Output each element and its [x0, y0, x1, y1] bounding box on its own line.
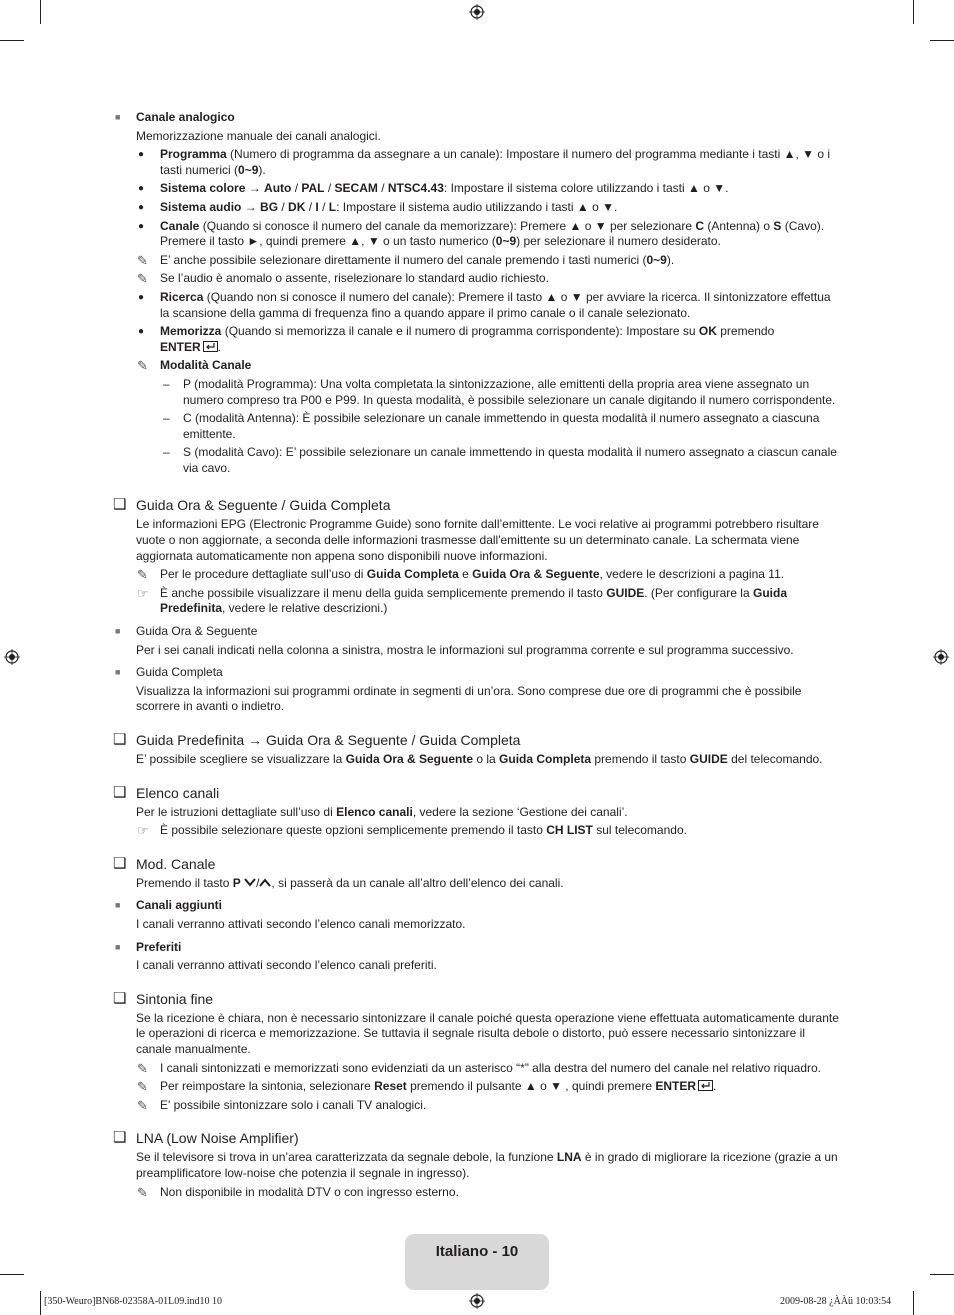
registration-mark-icon — [933, 649, 949, 665]
bullet-programma: ● Programma (Numero di programma da assegnare a un canale): Impostare il numero del programma mediante i tasti ▲, ▼ o i tasti numerici (0~9). — [138, 147, 831, 177]
crop-mark — [913, 1291, 914, 1315]
dash-item-c: – C (modalità Antenna): È possibile selezionare un canale immettendo in questa modalità il numero assegnato a ciascuna emittente. — [163, 411, 820, 441]
chevron-down-icon — [244, 878, 256, 887]
chevron-up-icon — [259, 878, 271, 887]
crop-mark — [930, 40, 954, 41]
paragraph: E’ possibile scegliere se visualizzare la Guida Ora & Seguente o la Guida Completa premendo il tasto GUIDE del telecomando. — [136, 752, 823, 766]
section-heading-predefinita: ❑ Guida Predefinita → Guida Ora & Seguente / Guida Completa — [113, 731, 521, 748]
paragraph: Premendo il tasto P / , si passerà da un canale all’altro dell’elenco dei canali. — [136, 875, 564, 890]
checkbox-square-icon: ❑ — [113, 496, 127, 514]
checkbox-square-icon: ❑ — [113, 1129, 127, 1147]
crop-mark — [40, 0, 41, 24]
note-pencil-icon: ✎ — [137, 358, 148, 374]
square-bullet-icon: ■ — [115, 941, 121, 952]
paragraph: Le informazioni EPG (Electronic Programme Guide) sono fornite dall’emittente. Le voci relative ai programmi potrebbero risultare vuote o non aggiornate, a seconda delle informazioni trasmesse dall'emittente su un determinato canale. La schermata viene aggiornata automaticamente non appena sono disponibili nuove informazioni. — [136, 517, 819, 563]
page-number-label: Italiano - 10 — [435, 1243, 519, 1260]
bullet-dot-icon: ● — [138, 220, 145, 232]
square-bullet-icon: ■ — [115, 900, 121, 911]
bullet-dot-icon: ● — [138, 183, 145, 195]
bullet-dot-icon: ● — [138, 326, 145, 338]
registration-mark-icon — [469, 1293, 485, 1309]
note-pencil-icon: ✎ — [137, 252, 148, 268]
dash-item-p: – P (modalità Programma): Una volta completata la sintonizzazione, alle emittenti della propria area viene assegnato un numero compreso tra P00 e P99. In questa modalità, è possibile selezionare un canale digitando il numero corrispondente. — [163, 376, 836, 407]
remote-hand-icon: ☞ — [137, 585, 149, 601]
page-number-tab — [405, 1234, 549, 1290]
crop-mark — [913, 0, 914, 24]
paragraph: I canali verranno attivati secondo l’elenco canali memorizzato. — [136, 916, 466, 931]
section-heading-guida: ❑ Guida Ora & Seguente / Guida Completa — [113, 496, 391, 514]
bullet-ricerca: ● Ricerca (Quando non si conosce il numero del canale): Premere il tasto ▲ o ▼ per avviare la ricerca. Il sintonizzatore effettua la scansione della gamma di frequenza fino a quando appare il primo canale o il canale selezionato. — [138, 289, 831, 320]
square-bullet-icon: ■ — [115, 667, 121, 678]
checkbox-square-icon: ❑ — [113, 731, 127, 748]
note-pencil-icon: ✎ — [137, 567, 148, 583]
bullet-memorizza: ● Memorizza (Quando si memorizza il canale e il numero di programma corrispondente): Impostare su OK premendo ENTER . — [138, 324, 775, 354]
crop-mark — [0, 40, 24, 41]
square-bullet-icon: ■ — [115, 112, 121, 122]
remote-hand-icon: ☞ — [137, 823, 149, 839]
registration-mark-icon — [4, 649, 20, 665]
paragraph: Se la ricezione è chiara, non è necessario sintonizzare il canale poiché questa operazione viene effettuata automaticamente durante le operazioni di ricerca e memorizzazione. Se tuttavia il segnale risulta debole o distorto, può essere necessario sintonizzare il canale manualmente. — [136, 1010, 839, 1056]
checkbox-square-icon: ❑ — [113, 989, 127, 1007]
checkbox-square-icon: ❑ — [113, 854, 127, 872]
subheading-preferiti: ■ Preferiti — [115, 939, 182, 954]
subheading-canali-aggiunti: ■ Canali aggiunti — [115, 898, 223, 913]
subheading-guida-completa: ■ Guida Completa — [115, 665, 223, 680]
note-guida-tasto: ☞ È anche possibile visualizzare il menu della guida semplicemente premendo il tasto GUIDE. (Per configurare la Guida Predefinita, vedere le relative descrizioni.) — [137, 585, 787, 616]
note-pencil-icon: ✎ — [137, 271, 148, 287]
crop-mark — [0, 1274, 24, 1275]
section-heading-mod-canale: ❑ Mod. Canale — [113, 854, 216, 872]
section-heading-lna: ❑ LNA (Low Noise Amplifier) — [113, 1129, 299, 1147]
square-bullet-icon: ■ — [115, 626, 121, 637]
bullet-dot-icon: ● — [138, 291, 145, 303]
print-footer-right: 2009-08-28 ¿ÀÀü 10:03:54 — [780, 1296, 892, 1307]
note-guida-procedure: ✎ Per le procedure dettagliate sull’uso di Guida Completa e Guida Ora & Seguente, vedere le descrizioni a pagina 11. — [137, 567, 785, 583]
paragraph: Per i sei canali indicati nella colonna a sinistra, mostra le informazioni sul programma corrente e sul programma successivo. — [136, 642, 794, 657]
checkbox-square-icon: ❑ — [113, 783, 127, 801]
section-heading-sintonia: ❑ Sintonia fine — [113, 989, 214, 1007]
crop-mark — [930, 1274, 954, 1275]
enter-key-icon — [203, 341, 218, 352]
registration-mark-icon — [469, 4, 485, 20]
dash-item-s: – S (modalità Cavo): E’ possibile selezionare un canale immettendo in questa modalità il numero assegnato a ciascun canale via cavo. — [163, 445, 837, 475]
text-column — [115, 108, 843, 1200]
crop-mark — [40, 1291, 41, 1315]
note-pencil-icon: ✎ — [137, 1097, 148, 1113]
note-pencil-icon: ✎ — [137, 1079, 148, 1095]
section-heading-elenco: ❑ Elenco canali — [113, 783, 220, 801]
note-audio: ✎ Se l’audio è anomalo o assente, riselezionare lo standard audio richiesto. — [137, 271, 549, 287]
note-modalita-canale: ✎ Modalità Canale — [137, 358, 252, 374]
note-pencil-icon: ✎ — [137, 1060, 148, 1076]
subheading-guida-ora: ■ Guida Ora & Seguente — [115, 624, 258, 639]
paragraph: I canali verranno attivati secondo l’elenco canali preferiti. — [136, 958, 437, 973]
enter-key-icon — [698, 1080, 713, 1091]
bullet-dot-icon: ● — [138, 201, 145, 213]
note-lna-dtv: ✎ Non disponibile in modalità DTV o con ingresso esterno. — [137, 1184, 459, 1200]
print-footer-left: [350-Weuro]BN68-02358A-01L09.ind10 10 — [44, 1296, 223, 1307]
note-elenco-chlist: ☞ È possibile selezionare queste opzioni semplicemente premendo il tasto CH LIST sul telecomando. — [137, 823, 687, 839]
subheading-canale-analogico: ■ Canale analogico — [115, 110, 235, 124]
note-sintonia-asterisco: ✎ I canali sintonizzati e memorizzati sono evidenziati da un asterisco “*” alla destra del numero del canale nel relativo riquadro. — [137, 1060, 822, 1076]
paragraph: Per le istruzioni dettagliate sull’uso di Elenco canali, vedere la sezione ‘Gestione dei canali’. — [136, 804, 628, 819]
paragraph: Se il televisore si trova in un’area caratterizzata da segnale debole, la funzione LNA è in grado di migliorare la ricezione (grazie a un preamplificatore low-noise che potenzia il segnale in ingresso). — [136, 1150, 838, 1180]
bullet-sistema-audio: ● Sistema audio → BG / DK / I / L: Impostare il sistema audio utilizzando i tasti ▲ o ▼. — [138, 199, 618, 214]
note-canale-numeri: ✎ E’ anche possibile selezionare direttamente il numero del canale premendo i tasti numerici (0~9). — [137, 252, 675, 268]
bullet-dot-icon: ● — [138, 149, 145, 161]
bullet-sistema-colore: ● Sistema colore → Auto / PAL / SECAM / NTSC4.43: Impostare il sistema colore utilizzando i tasti ▲ o ▼. — [138, 181, 729, 196]
paragraph: Visualizza la informazioni sui programmi ordinate in segmenti di un’ora. Sono comprese due ore di programmi che è possibile scorrere in avanti o indietro. — [136, 683, 802, 714]
paragraph: Memorizzazione manuale dei canali analogici. — [136, 128, 381, 143]
note-pencil-icon: ✎ — [137, 1184, 148, 1200]
note-sintonia-reset: ✎ Per reimpostare la sintonia, selezionare Reset premendo il pulsante ▲ o ▼ , quindi premere ENTER . — [137, 1079, 717, 1095]
note-sintonia-analogici: ✎ E' possibile sintonizzare solo i canali TV analogici. — [137, 1097, 427, 1113]
bullet-canale: ● Canale (Quando si conosce il numero del canale da memorizzare): Premere ▲ o ▼ per selezionare C (Antenna) o S (Cavo). Premere il tasto ►, quindi premere ▲, ▼ o un tasto numerico (0~9) per selezionare il numero desiderato. — [138, 218, 825, 249]
